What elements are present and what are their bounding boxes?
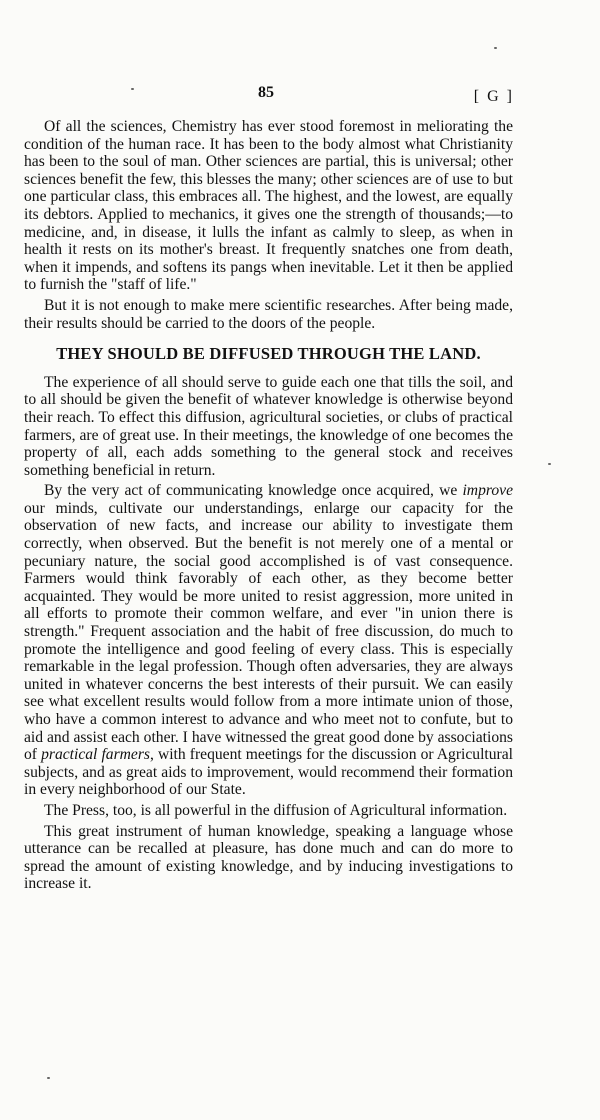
- italic-term: practical farmers: [41, 746, 150, 764]
- italic-term: improve: [462, 482, 513, 500]
- paragraph-experience: The experience of all should serve to guide each one that tills the soil, and to all should be given the benefit of whatever knowledge is otherwise beyond their reach. To effect this diffusion, agricultural societies, or clubs of practical farmers, are of great use. In their meetings, the knowledge of one becomes the property of all, each adds something to the general stock and receives something beneficial in return.: [24, 373, 513, 479]
- section-heading: THEY SHOULD BE DIFFUSED THROUGH THE LAND.: [56, 344, 481, 364]
- paragraph-text: , with frequent meetings for the discussion or Agricultural subjects, and as great aids to improvement, would recommend their formation in every neighborhood of our State.: [24, 746, 514, 799]
- ink-speck: [548, 463, 551, 465]
- ink-speck: [494, 47, 497, 49]
- paragraph-press: The Press, too, is all powerful in the diffusion of Agricultural information.: [44, 801, 508, 819]
- paragraph-communicating: [24, 482, 513, 799]
- ink-speck: [47, 1077, 50, 1079]
- body-text: [24, 118, 513, 893]
- page-number: 85: [258, 84, 274, 101]
- paragraph-text: By the very act of communicating knowledge once acquired, we: [44, 482, 463, 500]
- signature-mark: [ G ]: [473, 88, 514, 105]
- paragraph-instrument: This great instrument of human knowledge, speaking a language whose utterance can be recalled at pleasure, has done much and can do more to spread the amount of existing knowledge, and by inducing investigations to increase it.: [24, 822, 513, 893]
- paragraph-chemistry: Of all the sciences, Chemistry has ever stood foremost in meliorating the condition of the human race. It has been to the body almost what Christianity has been to the soul of man. Other sciences are partial, this is universal; other sciences benefit the few, this blesses the many; other sciences are of use to but one particular class, this embraces all. The highest, and the lowest, are equally its debtors. Applied to mechanics, it gives one the strength of thousands;—to medicine, and, in disease, it lulls the infant as calmly to sleep, as when in health it rests on its mother's breast. It frequently snatches one from death, when it impends, and softens its pangs when inevitable. Let it then be applied to furnish the "staff of life.": [24, 118, 513, 294]
- page-header: [0, 84, 600, 108]
- paragraph-text: our minds, cultivate our understandings, enlarge our capacity for the observation of new facts, and increase our ability to investigate them correctly, when observed. But the benefit is not merely one of a mental or pecuniary nature, the social good accomplished is of vast consequence. Farmers would think favorably of each other, as they become better acquainted. They would be more united to resist aggression, more united in all efforts to promote their common welfare, and ever "in union there is strength." Frequent association and the habit of free discussion, do much to promote the intelligence and good feeling of every class. This is especially remarkable in the legal profession. Though often adversaries, they are always united in whatever concerns the best interests of their pursuit. We can easily see what excellent results would follow from a more intimate union of those, who have a common interest to advance and who meet not to confute, but to aid and assist each other. I have witnessed the great good done by associations of: [24, 499, 513, 764]
- paragraph-researches: But it is not enough to make mere scientific researches. After being made, their results should be carried to the doors of the people.: [24, 296, 513, 332]
